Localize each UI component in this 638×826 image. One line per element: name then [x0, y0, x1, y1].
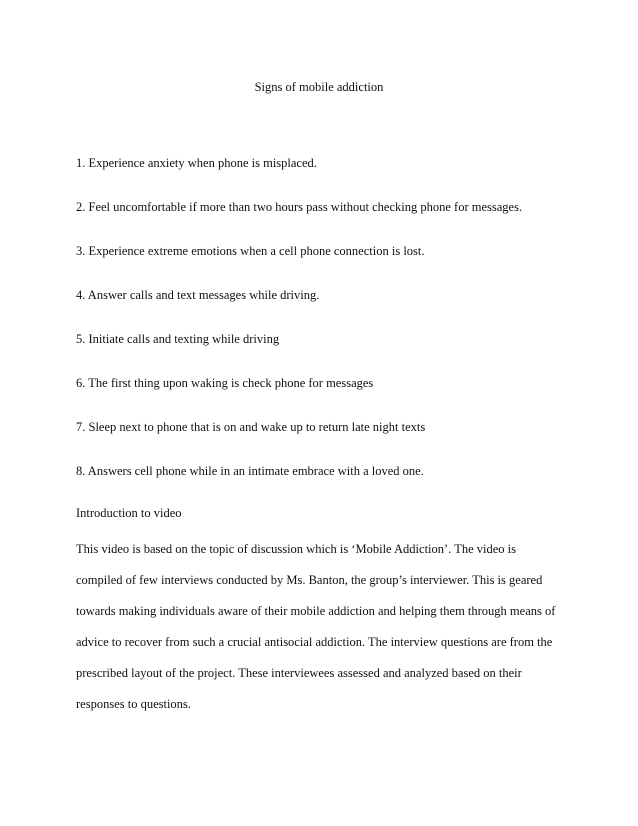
- paragraph-line: towards making individuals aware of their mobile addiction and helping them through means of: [76, 604, 556, 618]
- list-item: 6. The first thing upon waking is check phone for messages: [76, 376, 374, 390]
- list-item: 5. Initiate calls and texting while driving: [76, 332, 280, 346]
- list-item: 7. Sleep next to phone that is on and wake up to return late night texts: [76, 420, 426, 434]
- paragraph-line: responses to questions.: [76, 697, 191, 711]
- list-item: 4. Answer calls and text messages while driving.: [76, 288, 320, 302]
- intro-paragraph: [76, 541, 555, 727]
- paragraph-line: prescribed layout of the project. These interviewees assessed and analyzed based on their: [76, 666, 522, 680]
- paragraph-line: advice to recover from such a crucial antisocial addiction. The interview questions are from the: [76, 635, 553, 649]
- paragraph-line: This video is based on the topic of discussion which is ‘Mobile Addiction’. The video is: [76, 542, 516, 556]
- list-item: 2. Feel uncomfortable if more than two hours pass without checking phone for messages.: [76, 200, 523, 214]
- list-item: 1. Experience anxiety when phone is misplaced.: [76, 156, 317, 170]
- list-item: 8. Answers cell phone while in an intimate embrace with a loved one.: [76, 464, 424, 478]
- paragraph-line: compiled of few interviews conducted by Ms. Banton, the group’s interviewer. This is geared: [76, 573, 543, 587]
- document-title: Signs of mobile addiction: [254, 80, 384, 94]
- section-heading: Introduction to video: [76, 506, 182, 520]
- signs-list: [76, 155, 576, 507]
- list-item: 3. Experience extreme emotions when a cell phone connection is lost.: [76, 244, 425, 258]
